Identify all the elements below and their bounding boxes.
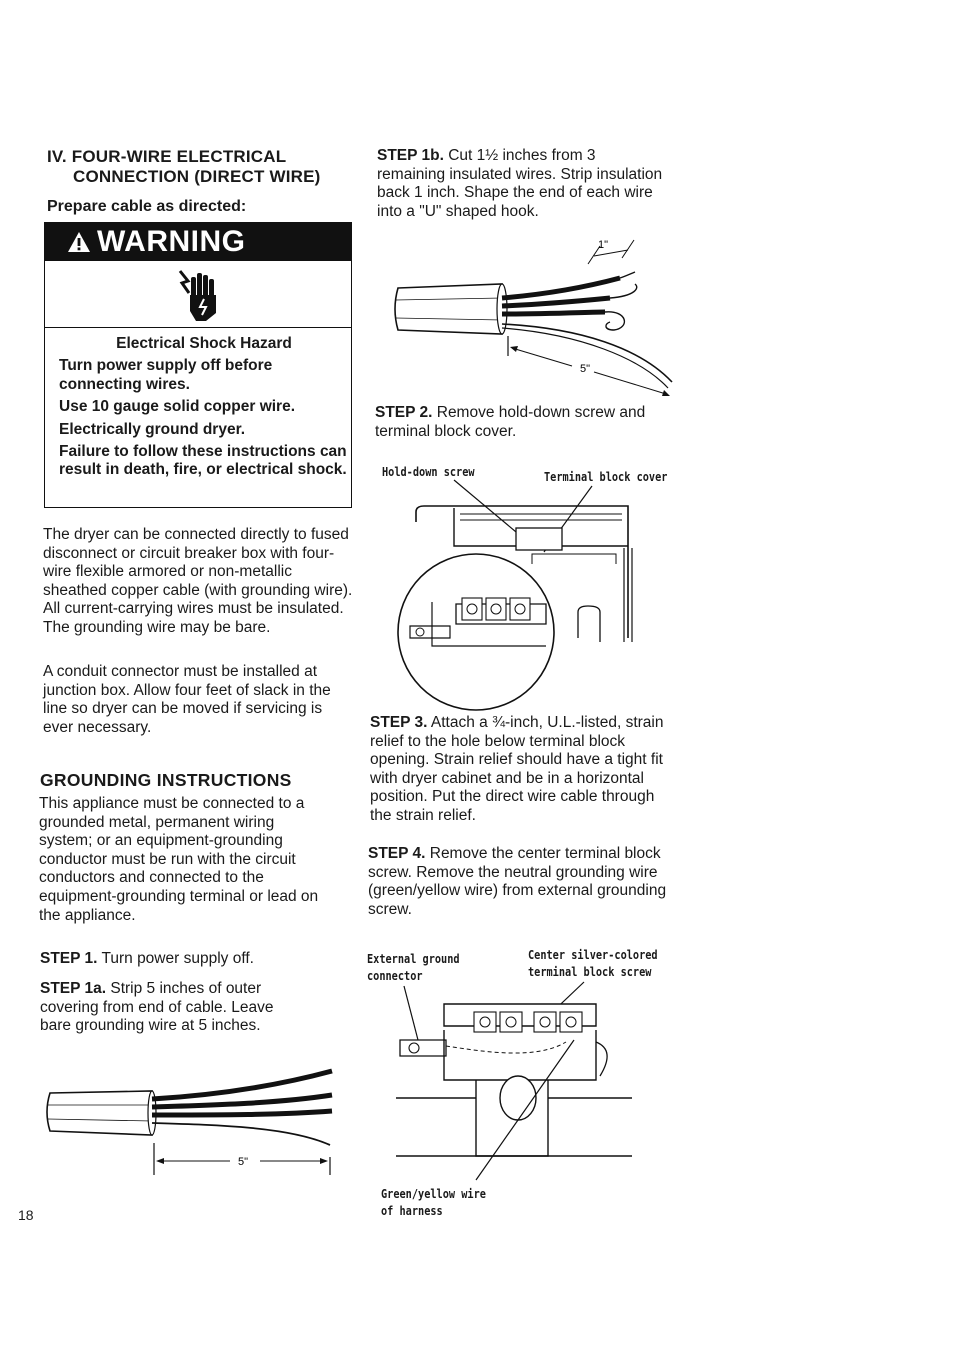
step1b-text: Cut 1½ inches from 3 remaining insulated wires. Strip insulation back 1 inch. Shape the end of each wire into a "U" shaped hook.: [377, 147, 663, 220]
label-terminal-block-cover: Terminal block cover: [544, 469, 668, 484]
label-green-yellow-wire: [381, 1185, 486, 1219]
warning-line: Use 10 gauge solid copper wire.: [59, 398, 296, 416]
step1: [40, 950, 340, 969]
wire-hook-figure: [390, 238, 680, 400]
step1a: [40, 980, 305, 1036]
shock-hazard-hand-icon: [176, 267, 222, 323]
warning-title-wrap: [67, 225, 246, 259]
step4-text: Remove the center terminal block screw. Remove the neutral grounding wire (green/yellow wire) from external grounding screw.: [368, 845, 667, 918]
page-number: 18: [18, 1207, 34, 1223]
step2: [375, 404, 665, 441]
warning-divider: [45, 327, 351, 328]
step3: [370, 714, 670, 826]
grounding-text: This appliance must be connected to a grounded metal, permanent wiring system; or an equipment-grounding conductor must be run with the circuit conductors and connected to the equipment-grounding terminal or lead on the appliance.: [39, 795, 319, 924]
step2-text: Remove hold-down screw and terminal block cover.: [375, 404, 646, 440]
prepare-instruction: Prepare cable as directed:: [47, 198, 247, 215]
warning-header: [45, 223, 351, 261]
warning-line: Failure to follow these instructions can result in death, fire, or electrical shock.: [59, 443, 347, 479]
grounding-title: GROUNDING INSTRUCTIONS: [40, 770, 292, 790]
section-title: [47, 147, 321, 187]
terminal-block-figure: [396, 980, 636, 1182]
cable-strip-figure: [40, 1065, 340, 1177]
step4-label: STEP 4.: [368, 845, 426, 862]
label-green-yellow-line2: of harness: [381, 1203, 443, 1218]
section-title-line1: IV. FOUR-WIRE ELECTRICAL: [47, 147, 287, 166]
label-center-screw-line1: Center silver-colored: [528, 947, 658, 962]
step2-label: STEP 2.: [375, 404, 433, 421]
step1-text: Turn power supply off.: [97, 950, 254, 967]
label-center-screw-line2: terminal block screw: [528, 964, 652, 979]
label-external-ground-line1: External ground: [367, 951, 460, 966]
warning-heading: Electrical Shock Hazard: [116, 335, 292, 352]
label-hold-down-screw: Hold-down screw: [382, 464, 475, 479]
step3-label: STEP 3.: [370, 714, 428, 731]
conduit-paragraph: A conduit connector must be installed at junction box. Allow four feet of slack in the line so dryer can be moved if servicing is ever necessary.: [43, 663, 331, 736]
warning-title: WARNING: [97, 225, 246, 258]
warning-box: [44, 222, 352, 508]
label-external-ground-line2: connector: [367, 968, 423, 983]
step1b-label: STEP 1b.: [377, 147, 444, 164]
step4: [368, 845, 678, 919]
intro-paragraph: The dryer can be connected directly to fused disconnect or circuit breaker box with four-wire flexible armored or non-metallic sheathed copper cable (with grounding wire). All current-carrying wires must be insulated. The grounding wire may be bare.: [43, 526, 353, 636]
fig2-dimension-top: 1": [598, 239, 609, 251]
fig1-dimension: 5": [238, 1156, 249, 1168]
step1-label: STEP 1.: [40, 950, 98, 967]
step1a-text: Strip 5 inches of outer covering from end of cable. Leave bare grounding wire at 5 inches.: [40, 980, 274, 1035]
label-external-ground: [367, 950, 460, 984]
step1a-label: STEP 1a.: [40, 980, 107, 997]
warning-body: [59, 335, 349, 484]
label-center-screw: [528, 946, 658, 980]
warning-triangle-icon: [67, 231, 91, 253]
section-title-line2: CONNECTION (DIRECT WIRE): [73, 167, 321, 186]
terminal-cover-figure: [396, 478, 640, 708]
fig2-dimension-bottom: 5": [580, 363, 591, 375]
warning-line: Electrically ground dryer.: [59, 420, 246, 438]
warning-line: Turn power supply off before connecting wires.: [59, 357, 273, 393]
label-green-yellow-line1: Green/yellow wire: [381, 1186, 486, 1201]
step3-text: Attach a ¾-inch, U.L.-listed, strain relief to the hole below terminal block opening. Strain relief should have a tight fit with dryer cabinet and be in a horizontal position. Put the direct wire cable through the strain relief.: [370, 714, 664, 824]
step1b: [377, 147, 667, 221]
